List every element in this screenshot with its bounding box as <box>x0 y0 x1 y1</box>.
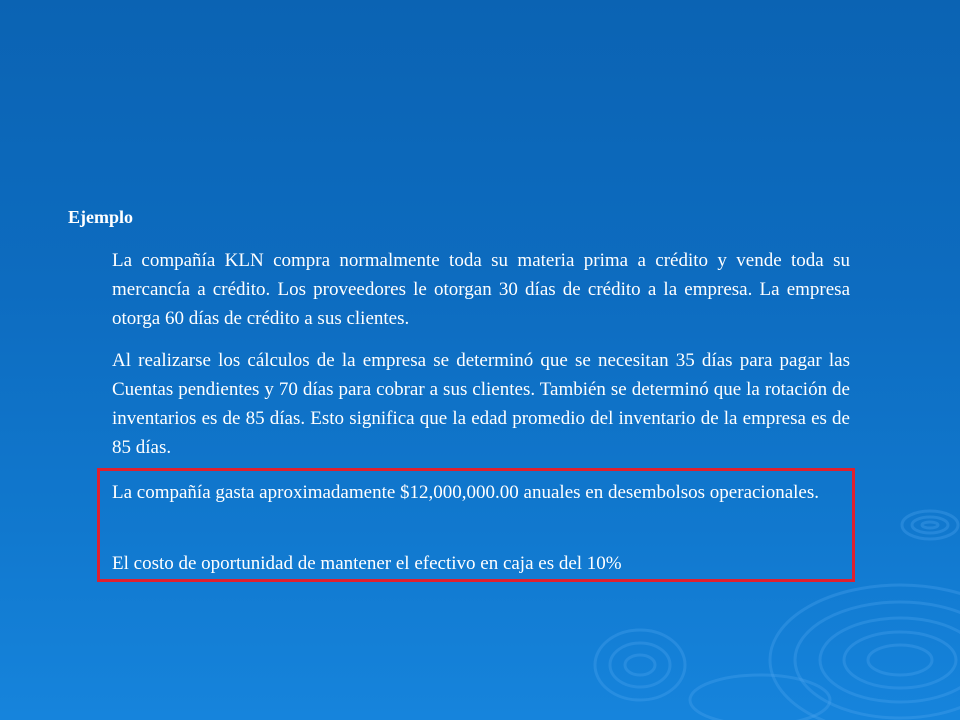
slide-heading: Ejemplo <box>68 207 133 227</box>
paragraph-credit-terms: La compañía KLN compra normalmente toda su materia prima a crédito y vende toda su mercancía a crédito. Los proveedores le otorgan 30 días de crédito a la empresa. La empresa otorga 60 días de crédito a sus clientes. <box>112 250 850 329</box>
paragraph-operating-expenses: La compañía gasta aproximadamente $12,000,000.00 anuales en desembolsos operacionales. <box>112 482 819 503</box>
paragraph-opportunity-cost: El costo de oportunidad de mantener el efectivo en caja es del 10% <box>112 553 622 574</box>
paragraph-calculations: Al realizarse los cálculos de la empresa se determinó que se necesitan 35 días para pagar las Cuentas pendientes y 70 días para cobrar a sus clientes. También se determinó que la rotación de inventarios es de 85 días. Esto significa que la edad promedio del inventario de la empresa es de 85 días. <box>112 350 850 458</box>
